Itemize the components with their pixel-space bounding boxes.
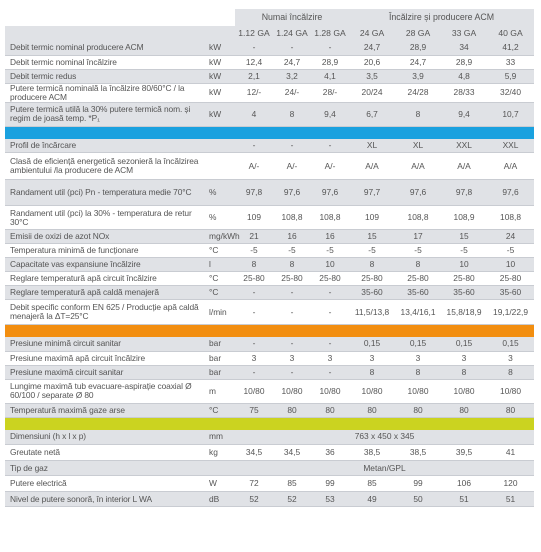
- section-band: [5, 325, 534, 338]
- spec-value: 36: [311, 445, 349, 461]
- spec-value: 25-80: [349, 272, 395, 286]
- spec-value: -: [273, 41, 311, 55]
- spec-unit: °C: [206, 403, 235, 417]
- spec-unit: %: [206, 206, 235, 230]
- spec-value: 6,7: [349, 102, 395, 126]
- spec-value: XL: [349, 139, 395, 153]
- spec-row: [5, 461, 534, 476]
- spec-value: 24,7: [395, 55, 441, 69]
- spec-value: 108,8: [311, 206, 349, 230]
- spec-label: Profil de încărcare: [5, 139, 206, 153]
- spec-value: -: [273, 337, 311, 351]
- spec-label: Tip de gaz: [5, 461, 206, 476]
- spec-value: 25-80: [441, 272, 487, 286]
- spec-value: 17: [395, 230, 441, 244]
- spec-value: 97,6: [273, 180, 311, 206]
- spec-label: Temperatura minimă de funcționare: [5, 244, 206, 258]
- spec-row: [5, 445, 534, 461]
- spec-value: 80: [273, 403, 311, 417]
- spec-value: 3: [311, 351, 349, 365]
- spec-value: 39,5: [441, 445, 487, 461]
- spec-value: -: [235, 337, 273, 351]
- spec-row: [5, 272, 534, 286]
- spec-value: -: [273, 139, 311, 153]
- spec-unit: °C: [206, 286, 235, 300]
- spec-value: 85: [349, 476, 395, 492]
- spec-value: 109: [349, 206, 395, 230]
- spec-value: 12,4: [235, 55, 273, 69]
- spec-value: 35-60: [395, 286, 441, 300]
- spec-value: 10: [311, 258, 349, 272]
- spec-unit: [206, 139, 235, 153]
- spec-value: 10/80: [395, 379, 441, 403]
- spec-value: 35-60: [487, 286, 534, 300]
- spec-value: -: [235, 41, 273, 55]
- spec-label: Temperatură maximă gaze arse: [5, 403, 206, 417]
- spec-value: 4,1: [311, 69, 349, 83]
- spec-row: [5, 139, 534, 153]
- spec-label: Nivel de putere sonoră, în interior L WA: [5, 492, 206, 507]
- spec-value: 24/-: [273, 83, 311, 102]
- spec-value: 75: [235, 403, 273, 417]
- spec-value: 10/80: [273, 379, 311, 403]
- spec-row: [5, 83, 534, 102]
- spec-row: [5, 69, 534, 83]
- spec-value: 49: [349, 492, 395, 507]
- spec-value: -: [235, 365, 273, 379]
- spec-value: 3,2: [273, 69, 311, 83]
- spec-value: 25-80: [487, 272, 534, 286]
- spec-value: -: [311, 41, 349, 55]
- spec-value: -: [311, 365, 349, 379]
- spec-value: 34: [441, 41, 487, 55]
- model-header: 1.12 GA: [235, 26, 273, 41]
- spec-value: 24,7: [273, 55, 311, 69]
- spec-label: Debit termic nominal producere ACM: [5, 41, 206, 55]
- spec-unit: bar: [206, 337, 235, 351]
- spec-value: 97,8: [235, 180, 273, 206]
- model-header: 33 GA: [441, 26, 487, 41]
- spec-value-span: Metan/GPL: [235, 461, 534, 476]
- spec-label: Debit termic nominal încălzire: [5, 55, 206, 69]
- spec-label: Putere electrică: [5, 476, 206, 492]
- spec-value: 28,9: [441, 55, 487, 69]
- spec-row: [5, 337, 534, 351]
- spec-value: 120: [487, 476, 534, 492]
- spec-value: 99: [311, 476, 349, 492]
- spec-row: [5, 41, 534, 55]
- spec-value: 97,6: [395, 180, 441, 206]
- spec-unit: mg/kWh: [206, 230, 235, 244]
- spec-value: 15: [349, 230, 395, 244]
- spec-value: -5: [311, 244, 349, 258]
- spec-unit: dB: [206, 492, 235, 507]
- spec-value: A/A: [487, 153, 534, 180]
- spec-value: 28,9: [311, 55, 349, 69]
- spec-value: -5: [487, 244, 534, 258]
- spec-value: 3: [487, 351, 534, 365]
- spec-value: 53: [311, 492, 349, 507]
- spec-value: 41,2: [487, 41, 534, 55]
- spec-value: A/A: [395, 153, 441, 180]
- spec-value: 3: [395, 351, 441, 365]
- spec-value: XXL: [441, 139, 487, 153]
- spec-unit: bar: [206, 365, 235, 379]
- spec-value: 3: [235, 351, 273, 365]
- spec-value: 10: [441, 258, 487, 272]
- spec-value: 9,4: [441, 102, 487, 126]
- spec-value: 21: [235, 230, 273, 244]
- section-band-fill: [5, 126, 534, 139]
- spec-label: Putere termică nominală la încălzire 80/60°C / la producere ACM: [5, 83, 206, 102]
- spec-value: 32/40: [487, 83, 534, 102]
- spec-value: 12/-: [235, 83, 273, 102]
- spec-label: Randament util (pci) Pn - temperatura medie 70°C: [5, 180, 206, 206]
- spec-value: -: [273, 300, 311, 325]
- spec-value: 8: [273, 102, 311, 126]
- spec-value: 35-60: [349, 286, 395, 300]
- spec-row: [5, 258, 534, 272]
- spec-label: Randament util (pci) la 30% - temperatura de retur 30°C: [5, 206, 206, 230]
- spec-unit: %: [206, 180, 235, 206]
- spec-value: A/-: [273, 153, 311, 180]
- spec-value: 3,9: [395, 69, 441, 83]
- model-header: 1.24 GA: [273, 26, 311, 41]
- spec-unit: mm: [206, 430, 235, 445]
- spec-value: 34,5: [273, 445, 311, 461]
- section-band-fill: [5, 417, 534, 430]
- spec-value: 80: [311, 403, 349, 417]
- spec-value: -: [311, 286, 349, 300]
- spec-value: 19,1/22,9: [487, 300, 534, 325]
- spec-value: -5: [273, 244, 311, 258]
- spec-value: 8: [235, 258, 273, 272]
- section-band: [5, 126, 534, 139]
- spec-row: [5, 230, 534, 244]
- spec-value: 72: [235, 476, 273, 492]
- spec-value: 9,4: [311, 102, 349, 126]
- spec-value: 0,15: [395, 337, 441, 351]
- spec-value: 3: [441, 351, 487, 365]
- spec-row: [5, 180, 534, 206]
- spec-value: -5: [441, 244, 487, 258]
- spec-value: 52: [273, 492, 311, 507]
- spec-unit: l/min: [206, 300, 235, 325]
- spec-value: 10: [487, 258, 534, 272]
- spec-value: 4,8: [441, 69, 487, 83]
- spec-unit: kW: [206, 83, 235, 102]
- spec-value: 10,7: [487, 102, 534, 126]
- spec-unit: l: [206, 258, 235, 272]
- spec-label: Lungime maximă tub evacuare-aspirație coaxial Ø 60/100 / separate Ø 80: [5, 379, 206, 403]
- spec-value: 38,5: [395, 445, 441, 461]
- spec-value: 10/80: [487, 379, 534, 403]
- spec-value: 97,8: [441, 180, 487, 206]
- spec-value: 97,6: [487, 180, 534, 206]
- spec-value: 10/80: [441, 379, 487, 403]
- spec-row: [5, 300, 534, 325]
- spec-value: 4: [235, 102, 273, 126]
- spec-label: Reglare temperatură apă caldă menajeră: [5, 286, 206, 300]
- spec-value: A/-: [311, 153, 349, 180]
- spec-value: -: [235, 286, 273, 300]
- spec-value: 80: [487, 403, 534, 417]
- spec-row: [5, 492, 534, 507]
- spec-value: -5: [235, 244, 273, 258]
- spec-value: XXL: [487, 139, 534, 153]
- spec-value: -5: [349, 244, 395, 258]
- spec-value: 0,15: [487, 337, 534, 351]
- group-heating-only: Numai încălzire: [235, 9, 349, 26]
- spec-value: 8: [487, 365, 534, 379]
- spec-value: 34,5: [235, 445, 273, 461]
- spec-value: 24,7: [349, 41, 395, 55]
- spec-unit: bar: [206, 351, 235, 365]
- spec-value: 0,15: [441, 337, 487, 351]
- spec-value: 11,5/13,8: [349, 300, 395, 325]
- spec-value: 35-60: [441, 286, 487, 300]
- spec-value: 16: [311, 230, 349, 244]
- spec-value: 0,15: [349, 337, 395, 351]
- spec-label: Debit specific conform EN 625 / Producție apă caldă menajeră la ΔT=25°C: [5, 300, 206, 325]
- spec-unit: [206, 461, 235, 476]
- spec-value: -: [235, 139, 273, 153]
- spec-label: Presiune maximă apă circuit încălzire: [5, 351, 206, 365]
- spec-label: Greutate netă: [5, 445, 206, 461]
- spec-value: 8: [349, 258, 395, 272]
- model-header: 1.28 GA: [311, 26, 349, 41]
- spec-value: 24: [487, 230, 534, 244]
- spec-value: 108,8: [487, 206, 534, 230]
- spec-label: Reglare temperatură apă circuit încălzire: [5, 272, 206, 286]
- spec-row: [5, 476, 534, 492]
- spec-value: 3,5: [349, 69, 395, 83]
- spec-value: 33: [487, 55, 534, 69]
- model-header: 24 GA: [349, 26, 395, 41]
- spec-value: 52: [235, 492, 273, 507]
- spec-row: [5, 286, 534, 300]
- spec-unit: m: [206, 379, 235, 403]
- spec-value: 38,5: [349, 445, 395, 461]
- spec-value: -: [235, 300, 273, 325]
- model-header: 28 GA: [395, 26, 441, 41]
- spec-value: 8: [395, 365, 441, 379]
- spec-value: 20/24: [349, 83, 395, 102]
- spec-row: [5, 351, 534, 365]
- spec-value: 108,9: [441, 206, 487, 230]
- model-header-row: [5, 26, 534, 41]
- spec-value: 51: [441, 492, 487, 507]
- spec-value: 8: [273, 258, 311, 272]
- spec-value: -: [311, 139, 349, 153]
- spec-row: [5, 365, 534, 379]
- spec-label: Presiune maximă circuit sanitar: [5, 365, 206, 379]
- spec-value: 8: [395, 258, 441, 272]
- spec-value: 20,6: [349, 55, 395, 69]
- spec-value: 108,8: [273, 206, 311, 230]
- spec-value: 28/33: [441, 83, 487, 102]
- spec-value: 80: [441, 403, 487, 417]
- spec-value: A/-: [235, 153, 273, 180]
- spec-value: A/A: [441, 153, 487, 180]
- spec-row: [5, 244, 534, 258]
- spec-value: 25-80: [311, 272, 349, 286]
- spec-value: -: [311, 300, 349, 325]
- spec-value: 2,1: [235, 69, 273, 83]
- spec-row: [5, 403, 534, 417]
- spec-label: Emisii de oxizi de azot NOx: [5, 230, 206, 244]
- spec-value: 5,9: [487, 69, 534, 83]
- spec-label: Putere termică utilă la 30% putere termică nom. și regim de joasă temp. *P₁: [5, 102, 206, 126]
- spec-value: 106: [441, 476, 487, 492]
- spec-value: 15: [441, 230, 487, 244]
- spec-value: 85: [273, 476, 311, 492]
- spec-label: Presiune minimă circuit sanitar: [5, 337, 206, 351]
- spec-value: 10/80: [349, 379, 395, 403]
- spec-value: 10/80: [235, 379, 273, 403]
- spec-value: 80: [395, 403, 441, 417]
- spec-value: 50: [395, 492, 441, 507]
- spec-value: 25-80: [235, 272, 273, 286]
- spec-value: 3: [273, 351, 311, 365]
- spec-value: 15,8/18,9: [441, 300, 487, 325]
- spec-value: 8: [441, 365, 487, 379]
- spec-value: 108,8: [395, 206, 441, 230]
- spec-value: -5: [395, 244, 441, 258]
- spec-value: 24/28: [395, 83, 441, 102]
- spec-value: 13,4/16,1: [395, 300, 441, 325]
- spec-unit: kW: [206, 69, 235, 83]
- spec-value: 97,6: [311, 180, 349, 206]
- spec-value: -: [273, 365, 311, 379]
- spec-value: 28/-: [311, 83, 349, 102]
- spec-label: Clasă de eficiență energetică sezonieră la încălzirea ambientului /la producere de ACM: [5, 153, 206, 180]
- spec-unit: °C: [206, 272, 235, 286]
- spec-value: 8: [349, 365, 395, 379]
- spec-table: [5, 9, 534, 507]
- section-band-fill: [5, 325, 534, 338]
- spec-value: 80: [349, 403, 395, 417]
- spec-unit: kW: [206, 102, 235, 126]
- spec-row: [5, 206, 534, 230]
- spec-label: Capacitate vas expansiune încălzire: [5, 258, 206, 272]
- spec-unit: kW: [206, 41, 235, 55]
- spec-value: 51: [487, 492, 534, 507]
- spec-row: [5, 430, 534, 445]
- group-heating-dhw: Încălzire și producere ACM: [349, 9, 534, 26]
- spec-value: 16: [273, 230, 311, 244]
- spec-label: Dimensiuni (h x l x p): [5, 430, 206, 445]
- spec-row: [5, 102, 534, 126]
- spec-value: 25-80: [273, 272, 311, 286]
- spec-value: A/A: [349, 153, 395, 180]
- spec-value: -: [273, 286, 311, 300]
- spec-value: 10/80: [311, 379, 349, 403]
- spec-value: XL: [395, 139, 441, 153]
- section-band: [5, 417, 534, 430]
- spec-row: [5, 379, 534, 403]
- spec-unit: [206, 153, 235, 180]
- spec-unit: kW: [206, 55, 235, 69]
- spec-value: -: [311, 337, 349, 351]
- spec-value: 41: [487, 445, 534, 461]
- spec-row: [5, 153, 534, 180]
- spec-value: 8: [395, 102, 441, 126]
- spec-value: 3: [349, 351, 395, 365]
- spec-unit: kg: [206, 445, 235, 461]
- spec-unit: W: [206, 476, 235, 492]
- model-header: 40 GA: [487, 26, 534, 41]
- spec-value: 25-80: [395, 272, 441, 286]
- spec-value: 99: [395, 476, 441, 492]
- spec-value: 28,9: [395, 41, 441, 55]
- spec-value: 97,7: [349, 180, 395, 206]
- spec-label: Debit termic redus: [5, 69, 206, 83]
- spec-unit: °C: [206, 244, 235, 258]
- spec-row: [5, 55, 534, 69]
- spec-value-span: 763 x 450 x 345: [235, 430, 534, 445]
- group-header-row: [5, 9, 534, 26]
- spec-value: 109: [235, 206, 273, 230]
- spec-table-body: [5, 41, 534, 507]
